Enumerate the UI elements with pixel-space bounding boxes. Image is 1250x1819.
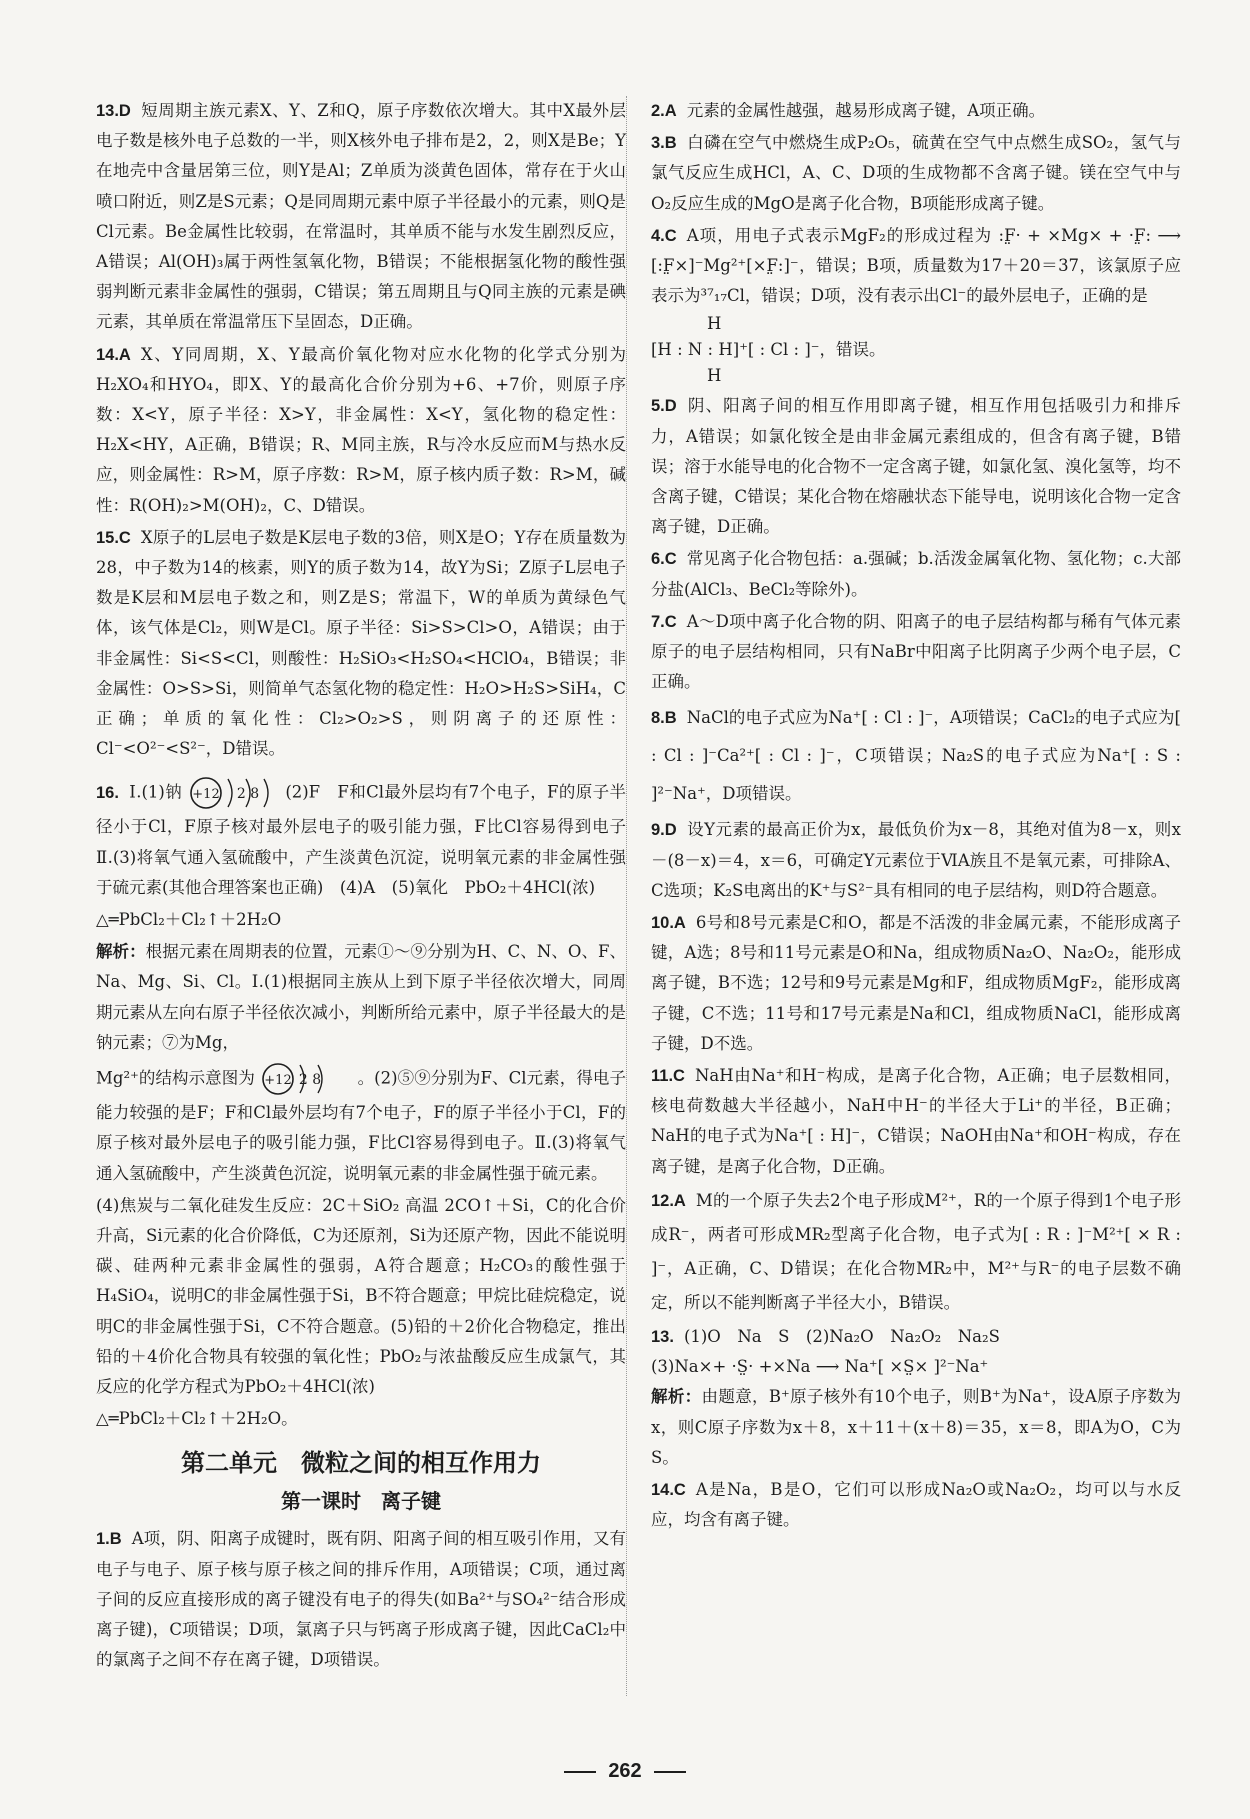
answer-number: 12.A bbox=[651, 1191, 686, 1210]
answer-1 bbox=[96, 1524, 626, 1675]
answer-6 bbox=[651, 544, 1181, 604]
answer-text: 阴、阳离子间的相互作用即离子键，相互作用包括吸引力和排斥力，A错误；如氯化铵全是由非金属元素组成的，但含有离子键，B错误；溶于水能导电的化合物不一定含离子键，如氯化氢、溴化氢等，均不含离子键，C错误；某化合物在熔融状态下能导电，说明该化合物一定含离子键，D正确。 bbox=[651, 396, 1181, 537]
analysis-cont bbox=[96, 1060, 626, 1189]
electron-formula: (3)Na×+ ·S̤· +×Na ⟶ Na⁺[ ×S̤× ]²⁻Na⁺ bbox=[651, 1357, 989, 1377]
analysis-text: 。(2)⑤⑨分别为F、Cl元素，得电子能力较强的是F；F和Cl最外层均有7个电子，F的原子半径小于Cl，F的原子核对最外层电子的吸引能力强，F比Cl容易得到电子。Ⅱ.(3)将氧气通入氢硫酸中，产生淡黄色沉淀，说明氧元素的非金属性强于硫元素。 bbox=[96, 1068, 626, 1183]
answer-text: (2)F F和Cl最外层均有7个电子，F的原子半径小于Cl，F原子核对最外层电子的吸引能力强，F比Cl容易得到电子 Ⅱ.(3)将氧气通入氢硫酸中，产生淡黄色沉淀，说明氧元素的非金属性强于硫元素(其他合理答案也正确) (4)A (5)氧化 PbO₂＋4HCl(浓) bbox=[96, 782, 643, 897]
answer-9 bbox=[651, 815, 1181, 906]
answer-text: A是Na，B是O，它们可以形成Na₂O或Na₂O₂，均可以与水反应，均含有离子键。 bbox=[651, 1479, 1181, 1530]
analysis-text: Mg²⁺的结构示意图为 bbox=[96, 1068, 255, 1088]
answer-text: 常见离子化合物包括：a.强碱；b.活泼金属氧化物、氢化物；c.大部分盐(AlCl₃、BeCl₂等除外)。 bbox=[651, 549, 1181, 599]
answer-14 bbox=[96, 340, 626, 521]
page-number bbox=[0, 1760, 1250, 1783]
answer-13r bbox=[651, 1322, 1181, 1473]
answer-number: 11.C bbox=[651, 1067, 685, 1086]
answer-text: 白磷在空气中燃烧生成P₂O₅，硫黄在空气中点燃生成SO₂，氢气与氯气反应生成HCl，A、C、D项的生成物都不含离子键。镁在空气中与O₂反应生成的MgO是离子化合物，B项能形成离子键。 bbox=[651, 133, 1181, 213]
page-number-text: 262 bbox=[608, 1760, 642, 1782]
answer-number: 9.D bbox=[651, 821, 677, 840]
svg-text:+12: +12 bbox=[264, 1073, 292, 1089]
answer-number: 2.A bbox=[651, 102, 677, 120]
answer-15 bbox=[96, 523, 626, 765]
answer-12 bbox=[651, 1184, 1181, 1320]
formula-middle: [H : N : H]⁺[ : Cl : ]⁻，错误。 bbox=[651, 340, 886, 360]
answer-text: A项，阴、阳离子成键时，既有阴、阳离子间的相互吸引作用，又有电子与电子、原子核与原子核之间的排斥作用，A项错误；C项，通过离子间的反应直接形成的离子键没有电子的得失(如Ba²⁺与SO₄²⁻结合形成离子键)，C项错误；D项，氯离子只与钙离子形成离子键，因此CaCl₂中的氯离子之间不存在离子键，D项错误。 bbox=[96, 1529, 626, 1670]
answer-number: 13. bbox=[651, 1327, 674, 1346]
formula-top: H bbox=[707, 314, 722, 334]
answer-text: 元素的金属性越强，越易形成离子键，A项正确。 bbox=[686, 101, 1046, 120]
answer-4 bbox=[651, 221, 1181, 390]
answer-text: M的一个原子失去2个电子形成M²⁺，R的一个原子得到1个电子形成R⁻，两者可形成MR₂型离子化合物，电子式为[ : R : ]⁻M²⁺[ × R : ]⁻，A正确，C、D错误；在化合物MR₂中，M²⁺与R⁻的电子层数不确定，所以不能判断离子半径大小，B错误。 bbox=[651, 1190, 1181, 1312]
answer-text: 短周期主族元素X、Y、Z和Q，原子序数依次增大。其中X最外层电子数是核外电子总数的一半，则X核外电子排布是2，2，则X是Be；Y在地壳中含量居第三位，则Y是Al；Z单质为淡黄色固体，常存在于火山喷口附近，则Z是S元素；Q是同周期元素中原子半径最小的元素，则Q是Cl元素。Be金属性比较弱，在常温时，其单质不能与水发生剧烈反应，A错误；Al(OH)₃属于两性氢氧化物，B错误；不能根据氢化物的酸性强弱判断元素非金属性的强弱，C错误；第五周期且与Q同主族的元素是碘元素，其单质在常温常压下呈固态，D正确。 bbox=[96, 101, 626, 332]
answer-text: (1)O Na S (2)Na₂O Na₂O₂ Na₂S bbox=[683, 1326, 1000, 1346]
answer-text: 设Y元素的最高正价为x，最低负价为x－8，其绝对值为8－x，则x－(8－x)＝4，x＝6，可确定Y元素位于ⅥA族且不是氧元素，可排除A、C选项；K₂S电离出的K⁺与S²⁻具有相同的电子层结构，则D符合题意。 bbox=[651, 820, 1181, 900]
answer-7 bbox=[651, 607, 1181, 698]
equation-line: △═PbCl₂＋Cl₂↑＋2H₂O bbox=[96, 910, 282, 930]
analysis-text: (4)焦炭与二氧化硅发生反应：2C＋SiO₂ 高温 2CO↑＋Si，C的化合价升高，Si元素的化合价降低，C为还原剂，Si为还原产物，因此不能说明碳、硅两种元素非金属性的强弱，A符合题意；H₂CO₃的酸性强于H₄SiO₄，说明C的非金属性强于Si，B不符合题意；甲烷比硅烷稳定，说明C的非金属性强于Si，C不符合题意。(5)铅的＋2价化合物稳定，推出铅的＋4价化合物具有较强的氧化性；PbO₂与浓盐酸反应生成氯气，其反应的化学方程式为PbO₂＋4HCl(浓) bbox=[96, 1195, 626, 1396]
analysis-text: 根据元素在周期表的位置，元素①～⑨分别为H、C、N、O、F、Na、Mg、Si、Cl。Ⅰ.(1)根据同主族从上到下原子半径依次增大，同周期元素从左向右原子半径依次减小，判断所给元素中，原子半径最大的是钠元素；⑦为Mg， bbox=[96, 942, 626, 1052]
svg-text:2 8: 2 8 bbox=[299, 1072, 322, 1089]
answer-number: 1.B bbox=[96, 1530, 122, 1549]
analysis-label: 解析： bbox=[96, 943, 146, 962]
answer-5 bbox=[651, 391, 1181, 542]
right-column bbox=[651, 96, 1181, 1537]
column-divider bbox=[626, 96, 627, 1696]
answer-number: 14.C bbox=[651, 1480, 686, 1499]
answer-14r bbox=[651, 1475, 1181, 1535]
left-column bbox=[96, 96, 643, 1677]
answer-number: 5.D bbox=[651, 397, 677, 416]
answer-3 bbox=[651, 128, 1181, 219]
answer-number: 3.B bbox=[651, 134, 677, 153]
answer-2 bbox=[651, 96, 1181, 126]
answer-number: 14.A bbox=[96, 345, 131, 364]
lesson-title: 第一课时 离子键 bbox=[281, 1489, 441, 1514]
formula-bottom: H bbox=[707, 366, 722, 386]
analysis-text: 由题意，B⁺原子核外有10个电子，则B⁺为Na⁺，设A原子序数为x，则C原子序数为x＋8，x＋11＋(x＋8)＝35，x＝8，即A为O，C为S。 bbox=[651, 1387, 1181, 1467]
answer-10 bbox=[651, 908, 1181, 1059]
electron-formula: :F̤· + ×Mg× + ·F̤: ⟶ [:F̤×]⁻Mg²⁺[×F̤:]⁻ bbox=[651, 225, 1181, 276]
answer-number: 13.D bbox=[96, 102, 131, 120]
equation-line: △═PbCl₂＋Cl₂↑＋2H₂O。 bbox=[96, 1409, 298, 1429]
answer-number: 4.C bbox=[651, 226, 677, 245]
answer-text: A项，用电子式表示MgF₂的形成过程为 bbox=[686, 225, 993, 245]
answer-text: NaCl的电子式应为Na⁺[ : Cl : ]⁻，A项错误；CaCl₂的电子式应为[ : Cl : ]⁻Ca²⁺[ : Cl : ]⁻，C项错误；Na₂S的电子式应为Na⁺[ : S : ]²⁻Na⁺，D项错误。 bbox=[651, 708, 1181, 804]
nh4cl-electron-formula bbox=[651, 311, 1181, 389]
answer-number: 15.C bbox=[96, 528, 131, 547]
answer-8 bbox=[651, 699, 1181, 813]
answer-text: ，错误；B项，质量数为17＋20＝37，该氯原子应表示为³⁷₁₇Cl，错误；D项，没有表示出Cl⁻的最外层电子，正确的是 bbox=[651, 256, 1181, 306]
shell-electrons: 2 8 bbox=[236, 786, 259, 803]
answer-16 bbox=[96, 774, 643, 1434]
mg-ion-structure-diagram bbox=[260, 1060, 352, 1098]
analysis-label: 解析： bbox=[651, 1388, 702, 1407]
answer-number: 16. bbox=[96, 783, 119, 802]
unit-title: 第二单元 微粒之间的相互作用力 bbox=[181, 1449, 541, 1478]
answer-text: Ⅰ.(1)钠 bbox=[128, 782, 183, 802]
analysis bbox=[96, 937, 626, 1058]
answer-text: NaH由Na⁺和H⁻构成，是离子化合物，A正确；电子层数相同，核电荷数越大半径越小，NaH中H⁻的半径大于Li⁺的半径，B正确；NaH的电子式为Na⁺[ : H]⁻，C错误；NaOH由Na⁺和OH⁻构成，存在离子键，是离子化合物，D正确。 bbox=[651, 1066, 1181, 1176]
answer-13 bbox=[96, 96, 626, 338]
answer-text: 6号和8号元素是C和O，都是不活泼的非金属元素，不能形成离子键，A选；8号和11号元素是O和Na，组成物质Na₂O、Na₂O₂，能形成离子键，B不选；12号和9号元素是Mg和F，组成物质MgF₂，能形成离子键，C不选；11号和17号元素是Na和Cl，组成物质NaCl，能形成离子键，D不选。 bbox=[651, 913, 1181, 1053]
answer-number: 6.C bbox=[651, 550, 677, 569]
answer-number: 7.C bbox=[651, 612, 677, 631]
answer-text: X、Y同周期，X、Y最高价氧化物对应水化物的化学式分别为H₂XO₄和HYO₄，即X、Y的最高化合价分别为+6、+7价，则原子序数：X<Y，原子半径：X>Y，非金属性：X<Y，氢化物的稳定性：H₂X<HY，A正确，B错误；R、M同主族，R与冷水反应而M与热水反应，则金属性：R>M，原子序数：R>M，原子核内质子数：R>M，碱性：R(OH)₂>M(OH)₂，C、D错误。 bbox=[96, 344, 626, 515]
answer-text: X原子的L层电子数是K层电子数的3倍，则X是O；Y存在质量数为28，中子数为14的核素，则Y的质子数为14，故Y为Si；Z原子L层电子数是K层和M层电子数之和，则Z是S；常温下，W的单质为黄绿色气体，该气体是Cl₂，则W是Cl。原子半径：Si>S>Cl>O，A错误；由于非金属性：Si<S<Cl，则酸性：H₂SiO₃<H₂SO₄<HClO₄，B错误；非金属性：O>S>Si，则简单气态氢化物的稳定性：H₂O>H₂S>SiH₄，C正确；单质的氧化性：Cl₂>O₂>S，则阴离子的还原性：Cl⁻<O²⁻<S²⁻，D错误。 bbox=[96, 527, 626, 759]
nucleus-label: +12 bbox=[191, 787, 220, 803]
answer-11 bbox=[651, 1061, 1181, 1182]
answer-number: 8.B bbox=[651, 709, 677, 728]
mg-atom-structure-diagram bbox=[188, 774, 280, 812]
answer-number: 10.A bbox=[651, 914, 686, 933]
answer-text: A～D项中离子化合物的阴、阳离子的电子层结构都与稀有气体元素原子的电子层结构相同，只有NaBr中阳离子比阴离子少两个电子层，C正确。 bbox=[651, 611, 1181, 692]
